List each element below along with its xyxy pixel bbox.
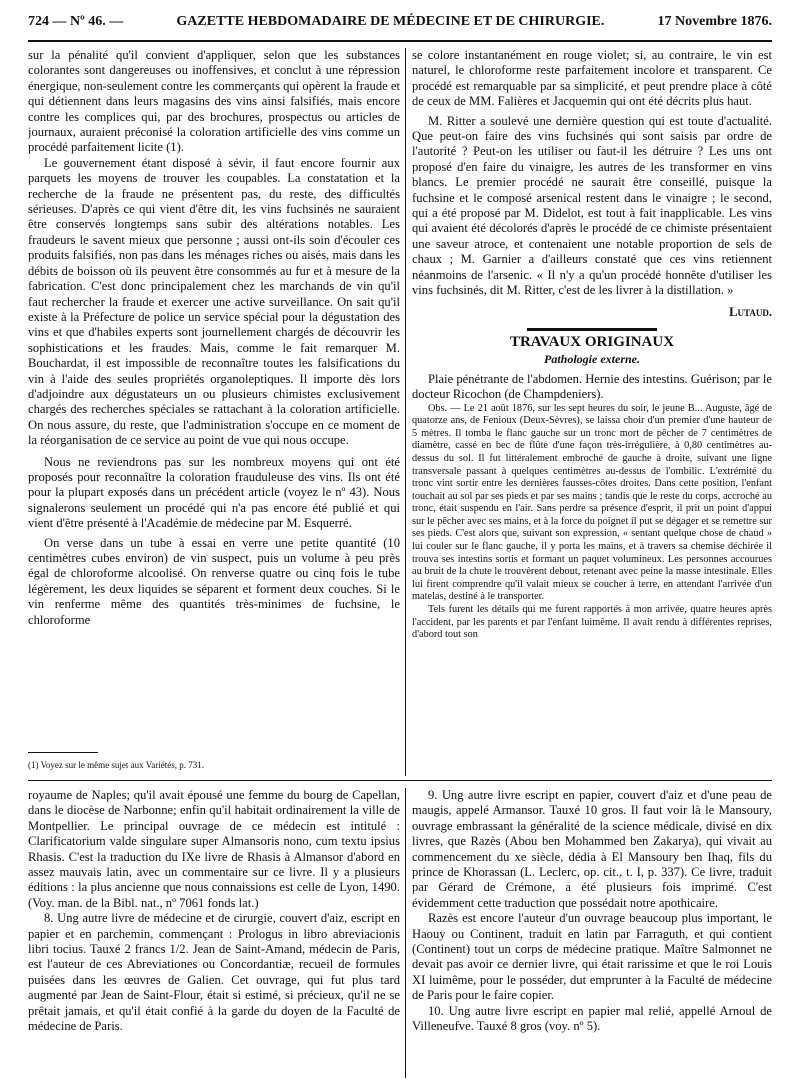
paragraph: Nous ne reviendrons pas sur les nombreux moyens qui ont été proposés pour reconnaître la coloration frauduleuse des vins. Ils ont été pour la plupart exposés dans un précédent article (voyez le nº 43). Nous signalerons seulement un procédé qui n'a pas encore été publié et qui vient d'être présenté à l'Académie de médecine par M. Esquerré. xyxy=(28,454,400,531)
paragraph: sur la pénalité qu'il convient d'appliquer, selon que les substances colorantes sont dangereuses ou inoffensives, et conclut à une répression énergique, non-seulement contre les commerçants qui opèrent la fraude et qui détiennent dans leurs magasins des vins ainsi falsifiés, mais encore contre les complices qui, par des brochures, prospectus ou articles de journaux, auraient préconisé la coloration artificielle des vins comme un procédé parfaitement licite (1). xyxy=(28,48,400,155)
paragraph: Razès est encore l'auteur d'un ouvrage beaucoup plus important, le Haouy ou Continent, traduit en latin par Farraguth, et qui contient (Continent) tout un corps de médecine pratique. Maître Salmonnet ne devait pas avoir ce dernier livre, qui était rarissime et que le roi Louis XI luimême, pour le posséder, dut emprunter à la Faculté de médecine de Paris pour le faire copier. xyxy=(412,911,772,1003)
section-title: TRAVAUX ORIGINAUX xyxy=(509,333,675,350)
column-divider-bottom xyxy=(405,788,406,1078)
bottom-left-column xyxy=(28,788,400,1078)
header-rule xyxy=(28,40,772,42)
journal-title: GAZETTE HEBDOMADAIRE DE MÉDECINE ET DE CHIRURGIE. xyxy=(176,14,605,29)
paragraph: 9. Ung autre livre escript en papier, couvert d'aiz et d'une peau de maugis, appelé Armansor. Tauxé 10 gros. Il faut voir là le Mansoury, ouvrage embrassant la généralité de la science médicale, divisé en dix livres, que Razès (Abou ben Mohammed ben Zakarya), qui vivait au commencement du xe siècle, dédia à El Mansoury ben Ihaq, fils du prince de Khorassan (L. Leclerc, op. cit., t. I, p. 337). Ce livre, traduit par Gérard de Crémone, a été plusieurs fois imprimé. C'est évidemment cette traduction que possédait notre apothicaire. xyxy=(412,788,772,910)
column-divider-top xyxy=(405,48,406,776)
paragraph: royaume de Naples; qu'il avait épousé une femme du bourg de Capellan, dans le diocèse de Narbonne; enfin qu'il habitait ordinairement la ville de Montpellier. Le principal ouvrage de ce médecin est intitulé : Clarificatorium valde singulare super Almansoris nono, cum textu ipsius Rhasis. C'est la traduction du IXe livre de Rhasis à Almansor d'abord en assez mauvais latin, avec un commentaire sur ce livre. Il y a plusieurs éditions : la plus ancienne que nous connaissions est celle de Lyon, 1490. (Voy. man. de la Bibl. nat., nº 7061 fonds lat.) xyxy=(28,788,400,910)
section-subtitle: Pathologie externe. xyxy=(544,352,640,367)
observation: Obs. — Le 21 août 1876, sur les sept heures du soir, le jeune B... Auguste, âgé de quatorze ans, de Fenioux (Deux-Sèvres), se laissa choir d'un premier d'une hauteur de 5 mètres. Il tomba le flanc gauche sur un tronc mort de pêcher de 7 centimètres de diamètre, cassé en bec de flûte d'une façon très-irrégulière, à 0,80 centimètres au-dessus du sol. Il fut littéralement embroché de gauche à droite, suivant une ligne transversale passant à quelques centimètres au-dessus de l'ombilic. L'extrémité du tronc vint sortir entre les dernières fausses-côtes droites. Dans cette position, l'enfant touchait au sol par ses pieds et par ses mains ; tandis que le reste du corps, accroché au tronc, était suspendu en l'air. Sans perdre sa présence d'esprit, il prit un point d'appui sur le pêcher avec ses mains, et à la force du poignet il put se dégager et se remettre sur ses pieds. C'est alors que, suivant son expression, « sentant quelque chose de chaud » lui couler sur le flanc gauche, il y porta les mains, et à travers sa chemise déchirée il trouva ses intestins sortis et formant un paquet volumineux. Les personnes accourues au bruit de la chute le trouvèrent debout, retenant avec peine la masse intestinale. Elles lui firent comprendre qu'il valait mieux se coucher à terre, en attendant l'arrivée d'un matelas, destiné à le transporter. xyxy=(412,402,772,603)
issue-date: 17 Novembre 1876. xyxy=(657,14,772,29)
paragraph: Le gouvernement étant disposé à sévir, il faut encore fournir aux parquets les moyens de trouver les coupables. La constatation et la recherche de la fraude ne présentent pas, du reste, des difficultés sérieuses. D'après ce qui vient d'être dit, les vins fuchsinés ne sauraient être conservés longtemps sans subir des altérations notables. Les fraudeurs le savent mieux que personne ; aussi ont-ils soin d'écouler ces produits falsifiés, non pas dans les ménages riches ou aisés, mais dans les débits de boisson où ils peuvent être consommés au fur et à mesure de la fabrication. C'est donc principalement chez les marchands de vin qu'il faut rechercher la fraude et exercer une active surveillance. On sait qu'il existe à la Préfecture de police un service spécial pour la dégustation des vins et que d'habiles experts sont journellement chargés de découvrir les sophistications et les fraudes. Mais, comme le fait remarquer M. Bouchardat, il est impossible de reconnaître toutes les falsifications du vin à l'aide des seules propriétés organoleptiques. Il importe dès lors d'adjoindre aux dégustateurs un ou plusieurs chimistes exclusivement chargés des recherches spéciales se rattachant à la coloration artificielle. On nous assure, du reste, que l'administration s'occupe en ce moment de la réorganisation de ce service au point de vue qui nous occupe. xyxy=(28,155,400,448)
paragraph: 8. Ung autre livre de médecine et de cirurgie, couvert d'aiz, escript en papier et en parchemin, commençant : Prologus in libro abreviacionis libri tocius. Tauxé 2 francs 1/2. Jean de Saint-Amand, médecin de Paris, est l'auteur de ces Abreviationes ou Concordantiæ, recueil de formules puisées dans les œuvres de Galien. Cet ouvrage, qui fut plus tard augmenté par Jean de Saint-Flour, était si estimé, si précieux, qu'il ne se prêtait jamais, et qu'il était confié à la garde du doyen de la Faculté de médecine de Paris. xyxy=(28,911,400,1034)
bottom-right-column xyxy=(412,788,772,1078)
paragraph: se colore instantanément en rouge violet; si, au contraire, le vin est naturel, le chloroforme reste parfaitement incolore et transparent. Ce procédé est remarquable par sa simplicité, et peut prendre place à côté de ceux de MM. Falières et Jacquemin qui ont été décrits plus haut. xyxy=(412,48,772,109)
observation-continued: Tels furent les détails qui me furent rapportés à mon arrivée, quatre heures après l'accident, par les parents et par l'enfant luimême. Il avait rendu à différentes reprises, d'abord tout son xyxy=(412,604,772,641)
section-rule xyxy=(527,328,657,331)
author-signature: Lutaud. xyxy=(729,304,772,319)
footnote: (1) Voyez sur le même sujet aux Variétés, p. 731. xyxy=(28,760,204,770)
top-left-column xyxy=(28,48,400,748)
page-number: 724 — Nº 46. — xyxy=(28,14,124,29)
paragraph: 10. Ung autre livre escript en papier mal relié, appellé Arnoul de Villeneufve. Tauxé 8 gros (voy. nº 5). xyxy=(412,1003,772,1034)
top-right-column xyxy=(412,48,772,776)
section-divider xyxy=(28,780,772,781)
paragraph: M. Ritter a soulevé une dernière question qui est toute d'actualité. Que peut-on faire des vins fuchsinés qui sont saisis par ordre de l'autorité ? Peut-on les utiliser ou faut-il les détruire ? Les uns ont proposé d'en faire du vinaigre, les autres de les transformer en vins blancs. Le premier procédé ne saurait être conseillé, puisque la fuchsine et le composé arsenical restent dans le vinaigre ; le second, qui a été proposé par M. Didelot, est tout à fait inapplicable. Les vins qui avaient été décolorés d'après le procédé de ce chimiste présentaient une saveur atroce, et contenaient une notable proportion de sels de chaux ; M. Garnier a d'ailleurs constaté que ces vins retiennent néanmoins de l'arsenic. « Il n'y a qu'un procédé honnête d'utiliser les vins fuchsinés, dit M. Ritter, c'est de les livrer à la distillation. » xyxy=(412,113,772,298)
footnote-rule xyxy=(28,752,98,753)
case-title: Plaie pénétrante de l'abdomen. Hernie des intestins. Guérison; par le docteur Ricochon (de Champdeniers). xyxy=(412,371,772,402)
paragraph: On verse dans un tube à essai en verre une petite quantité (10 centimètres cubes environ) de vin suspect, puis un volume à peu près égal de chloroforme alcoolisé. On renverse quatre ou cinq fois le tube légèrement, les deux liquides se séparent et forment deux couches. Si le vin renferme même des quantités très-minimes de fuchsine, le chloroforme xyxy=(28,535,400,627)
running-header xyxy=(28,14,772,36)
